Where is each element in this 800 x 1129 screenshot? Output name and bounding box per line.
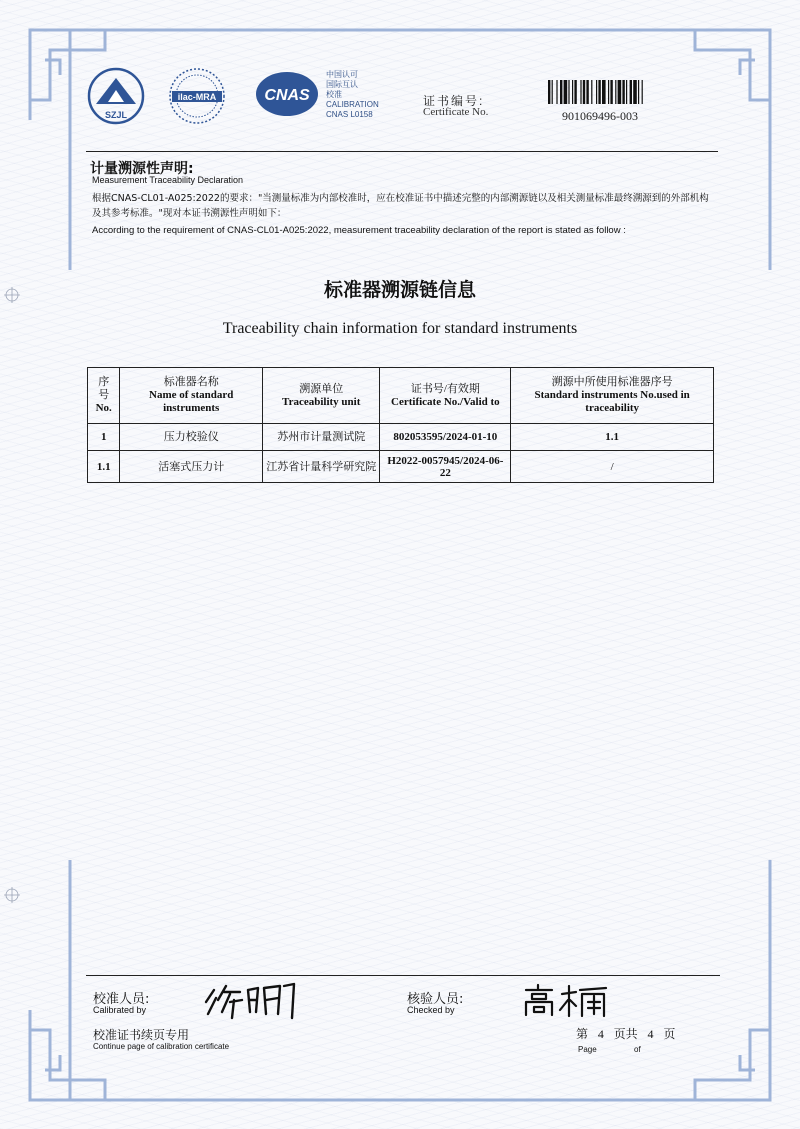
header-divider — [86, 151, 718, 152]
barcode-bar — [626, 80, 627, 104]
cnas-logo-icon — [254, 70, 320, 118]
section-title-zh: 标准器溯源链信息 — [323, 279, 476, 301]
section-title-en: Traceability chain information for standard instruments — [222, 320, 578, 337]
barcode-bar — [556, 80, 557, 104]
barcode-bar — [596, 80, 597, 104]
barcode-bar — [560, 80, 562, 104]
cell-certificate: H2022-0057945/2024-06-22 — [380, 451, 511, 483]
declaration-body-en: According to the requirement of CNAS-CL01-A025:2022, measurement traceability declaration of the report is stated as follow : — [92, 225, 626, 236]
certificate-number: 901069496-003 — [562, 109, 638, 123]
cell-standard-no: 1.1 — [511, 424, 714, 451]
declaration-title-en: Measurement Traceability Declaration — [92, 175, 244, 185]
szjl-logo-text: SZJL — [104, 110, 128, 120]
barcode-bar — [564, 80, 568, 104]
cnas-logo-text: CNAS — [264, 87, 310, 104]
certificate-label-zh: 证书编号: — [423, 94, 485, 108]
calibrated-by-label-zh: 校准人员: — [93, 992, 150, 1007]
barcode-bar — [548, 80, 550, 104]
cell-standard-no: / — [511, 451, 714, 483]
footer-divider — [86, 975, 720, 976]
barcode-bar — [583, 80, 585, 104]
declaration-body-zh: 根据CNAS-CL01-A025:2022的要求："当测量标准为内部校准时，应在校准证书中描述完整的内部溯源链以及相关测量标准最终溯源到的外部机构及其参考标准。"现对本证书溯源性声明如下： — [92, 193, 709, 219]
cell-name: 活塞式压力计 — [120, 451, 263, 483]
barcode-bar — [610, 80, 612, 104]
traceability-table — [87, 367, 714, 483]
barcode-bar — [642, 80, 643, 104]
barcode-bar — [586, 80, 588, 104]
continue-page-label-en: Continue page of calibration certificate — [93, 1042, 230, 1051]
cell-name: 压力校验仪 — [120, 424, 263, 451]
cell-certificate: 802053595/2024-01-10 — [380, 424, 511, 451]
barcode-icon — [548, 80, 676, 104]
barcode-bar — [598, 80, 600, 104]
barcode-bar — [552, 80, 553, 104]
table-header-row — [88, 368, 714, 424]
barcode-bar — [574, 80, 576, 104]
barcode-bar — [568, 80, 569, 104]
checked-by-label-en: Checked by — [407, 1005, 455, 1015]
table-row — [88, 424, 714, 451]
cell-unit: 苏州市计量测试院 — [263, 424, 380, 451]
ilac-mra-logo-icon — [166, 66, 228, 126]
continue-page-label-zh: 校准证书续页专用 — [93, 1028, 190, 1042]
page-total: 4 — [647, 1027, 654, 1041]
barcode-bar — [633, 80, 637, 104]
cell-no: 1 — [88, 424, 120, 451]
checked-by-label-zh: 核验人员: — [407, 992, 464, 1007]
header-name: 标准器名称 Name of standard instruments — [120, 368, 263, 424]
barcode-bar — [580, 80, 581, 104]
page-label-en: Page — [578, 1045, 597, 1054]
certificate-label-en: Certificate No. — [423, 106, 489, 118]
calibrated-by-label-en: Calibrated by — [93, 1005, 147, 1015]
barcode-bar — [630, 80, 632, 104]
barcode-bar — [608, 80, 609, 104]
barcode-bar — [591, 80, 592, 104]
barcode-bar — [602, 80, 606, 104]
page-current: 4 — [597, 1027, 604, 1041]
header-certificate: 证书号/有效期 Certificate No./Valid to — [380, 368, 511, 424]
barcode-bar — [638, 80, 639, 104]
of-label-en: of — [634, 1045, 641, 1054]
barcode-bar — [618, 80, 622, 104]
header-no: 序号 No. — [88, 368, 120, 424]
barcode-bar — [622, 80, 624, 104]
declaration-title-zh: 计量溯源性声明: — [90, 161, 194, 177]
checker-signature — [520, 982, 610, 1018]
cnas-accreditation-text: 中国认可 国际互认 校准 CALIBRATION CNAS L0158 — [326, 70, 379, 119]
table-row — [88, 451, 714, 483]
header-standard-no: 溯源中所使用标准器序号 Standard instruments No.used in traceability — [511, 368, 714, 424]
szjl-logo-icon — [84, 66, 148, 128]
cell-no: 1.1 — [88, 451, 120, 483]
ilac-logo-text: ilac-MRA — [177, 92, 217, 102]
calibrator-signature — [200, 978, 300, 1024]
page-indicator: 第 4 页共 4 页 — [576, 1027, 676, 1041]
header-unit: 溯源单位 Traceability unit — [263, 368, 380, 424]
barcode-bar — [572, 80, 573, 104]
barcode-bar — [615, 80, 616, 104]
cell-unit: 江苏省计量科学研究院 — [263, 451, 380, 483]
